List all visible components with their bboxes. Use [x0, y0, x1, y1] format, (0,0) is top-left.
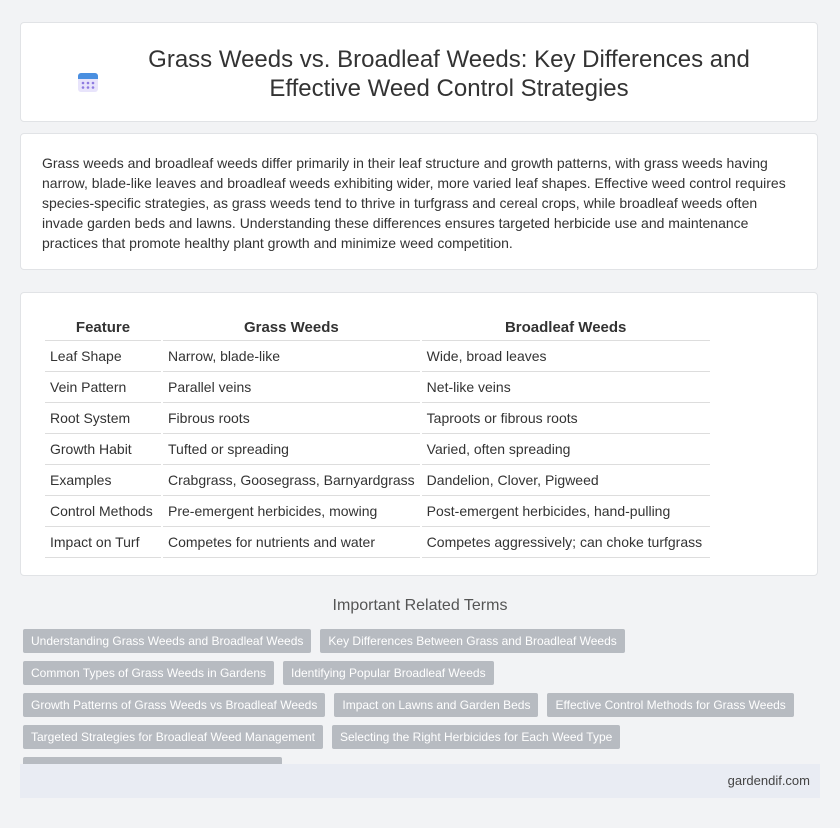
- table-row: [45, 496, 710, 527]
- header-grass-weeds: Grass Weeds: [163, 313, 420, 341]
- related-term-tag[interactable]: Targeted Strategies for Broadleaf Weed Management: [23, 725, 323, 749]
- comparison-table: [43, 313, 712, 558]
- table-cell: Net-like veins: [422, 372, 710, 403]
- table-row: [45, 341, 710, 372]
- table-row: [45, 465, 710, 496]
- table-cell: Impact on Turf: [45, 527, 161, 558]
- intro-paragraph: Grass weeds and broadleaf weeds differ primarily in their leaf structure and growth patterns, with grass weeds having narrow, blade-like leaves and broadleaf weeds exhibiting wider, more varied leaf shapes. Effective weed control requires species-specific strategies, as grass weeds tend to thrive in turfgrass and cereal crops, while broadleaf weeds often invade garden beds and lawns. Understanding these differences ensures targeted herbicide use and maintenance practices that promote healthy plant growth and minimize weed competition.: [42, 155, 786, 251]
- related-term-tag[interactable]: Understanding Grass Weeds and Broadleaf Weeds: [23, 629, 311, 653]
- table-cell: Vein Pattern: [45, 372, 161, 403]
- related-term-tag[interactable]: Selecting the Right Herbicides for Each Weed Type: [332, 725, 620, 749]
- table-cell: Control Methods: [45, 496, 161, 527]
- table-cell: Parallel veins: [163, 372, 420, 403]
- footer: [20, 764, 820, 798]
- table-row: [45, 372, 710, 403]
- table-cell: Competes aggressively; can choke turfgrass: [422, 527, 710, 558]
- related-terms-list: [23, 629, 803, 781]
- table-cell: Taproots or fibrous roots: [422, 403, 710, 434]
- related-term-tag[interactable]: Identifying Popular Broadleaf Weeds: [283, 661, 494, 685]
- related-terms-title: Important Related Terms: [332, 597, 508, 614]
- table-row: [45, 527, 710, 558]
- table-cell: Tufted or spreading: [163, 434, 420, 465]
- table-row: [45, 434, 710, 465]
- table-cell: Pre-emergent herbicides, mowing: [163, 496, 420, 527]
- table-cell: Root System: [45, 403, 161, 434]
- footer-site-link[interactable]: gardendif.com: [727, 773, 810, 788]
- related-term-tag[interactable]: Key Differences Between Grass and Broadleaf Weeds: [320, 629, 624, 653]
- table-row: [45, 403, 710, 434]
- header-broadleaf-weeds: Broadleaf Weeds: [422, 313, 710, 341]
- related-term-tag[interactable]: Common Types of Grass Weeds in Gardens: [23, 661, 274, 685]
- table-cell: Crabgrass, Goosegrass, Barnyardgrass: [163, 465, 420, 496]
- intro-card: [20, 133, 818, 270]
- table-cell: Examples: [45, 465, 161, 496]
- table-cell: Narrow, blade-like: [163, 341, 420, 372]
- header-card: [20, 22, 818, 122]
- table-cell: Varied, often spreading: [422, 434, 710, 465]
- table-cell: Competes for nutrients and water: [163, 527, 420, 558]
- table-cell: Leaf Shape: [45, 341, 161, 372]
- header-feature: Feature: [45, 313, 161, 341]
- table-cell: Fibrous roots: [163, 403, 420, 434]
- related-term-tag[interactable]: Impact on Lawns and Garden Beds: [334, 693, 538, 717]
- comparison-card: [20, 292, 818, 576]
- table-cell: Dandelion, Clover, Pigweed: [422, 465, 710, 496]
- table-header-row: [45, 313, 710, 341]
- related-term-tag[interactable]: Growth Patterns of Grass Weeds vs Broadleaf Weeds: [23, 693, 325, 717]
- table-cell: Post-emergent herbicides, hand-pulling: [422, 496, 710, 527]
- related-term-tag[interactable]: Effective Control Methods for Grass Weeds: [547, 693, 793, 717]
- page-title: Grass Weeds vs. Broadleaf Weeds: Key Differences and Effective Weed Control Strategies: [148, 46, 750, 102]
- table-cell: Wide, broad leaves: [422, 341, 710, 372]
- table-cell: Growth Habit: [45, 434, 161, 465]
